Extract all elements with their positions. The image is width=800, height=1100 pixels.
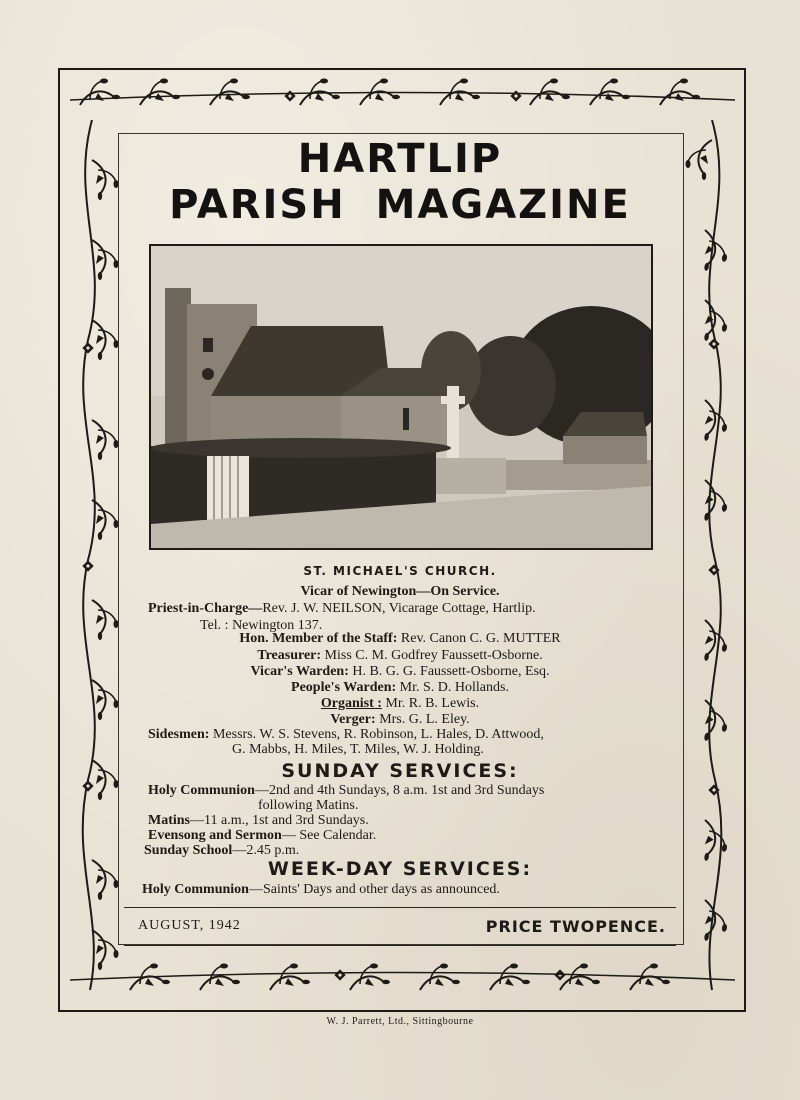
footer-rule-bottom [124,945,676,946]
priest-line [148,601,536,617]
weekday-hc-label: Holy Communion [142,882,249,897]
sunday-school-label: Sunday School [144,843,233,858]
priest-value: Rev. J. W. NEILSON, Vicarage Cottage, Hartlip. [262,601,536,616]
evensong-value: — See Calendar. [281,828,377,843]
hon-label: Hon. Member of the Staff: [239,631,398,646]
organist-line [0,696,800,712]
vicar-line: Vicar of Newington—On Service. [300,584,500,599]
sidesmen-label: Sidesmen: [148,727,210,742]
hon-value: Rev. Canon C. G. MUTTER [397,631,561,646]
matins-label: Matins [148,813,190,828]
sunday-services-heading: SUNDAY SERVICES: [281,760,519,782]
verger-line [0,712,800,728]
evensong-label: Evensong and Sermon [148,828,282,843]
sidesmen-line2: G. Mabbs, H. Miles, T. Miles, W. J. Holding. [232,742,484,757]
weekday-hc-value: —Saints' Days and other days as announced. [248,882,500,897]
sidesmen-value1: Messrs. W. S. Stevens, R. Robinson, L. Hales, D. Attwood, [209,727,544,742]
issue-date: AUGUST, 1942 [138,918,241,933]
church-image [151,246,651,548]
sunday-hc-line2: following Matins. [258,798,359,813]
evensong-line [148,828,376,844]
treasurer-value: Miss C. M. Godfrey Faussett-Osborne. [321,648,543,663]
sunday-hc-label: Holy Communion [148,783,255,798]
matins-line [148,813,369,829]
matins-value: —11 a.m., 1st and 3rd Sundays. [190,813,369,828]
church-photograph [149,244,653,550]
treasurer-line [0,648,800,664]
sunday-school-line [144,843,299,859]
vicars-warden-line [0,664,800,680]
magazine-title-line1: HARTLIP [297,136,503,182]
sunday-hc-value: —2nd and 4th Sundays, 8 a.m. 1st and 3rd Sundays [254,783,545,798]
priest-label: Priest-in-Charge— [148,601,263,616]
treasurer-label: Treasurer: [257,648,322,663]
organist-value: Mr. R. B. Lewis. [381,696,480,711]
photo-caption: ST. MICHAEL'S CHURCH. [303,564,497,578]
peoples-warden-label: People's Warden: [291,680,397,695]
sidesmen-line [148,727,544,743]
peoples-warden-value: Mr. S. D. Hollands. [396,680,509,695]
weekday-services-heading: WEEK-DAY SERVICES: [267,858,533,880]
verger-value: Mrs. G. L. Eley. [375,712,470,727]
tel-line: Tel. : Newington 137. [200,618,323,633]
organist-label: Organist : [320,696,382,711]
sunday-school-value: —2.45 p.m. [232,843,300,858]
magazine-title-line2: PARISH MAGAZINE [169,182,631,228]
vicars-warden-label: Vicar's Warden: [250,664,349,679]
price-label: PRICE TWOPENCE. [485,917,666,936]
peoples-warden-line [0,680,800,696]
verger-label: Verger: [330,712,376,727]
hon-member-line [0,631,800,647]
vicars-warden-value: H. B. G. G. Faussett-Osborne, Esq. [348,664,550,679]
footer-rule-top [124,907,676,908]
printer-credit: W. J. Parrett, Ltd., Sittingbourne [326,1016,474,1027]
sunday-holy-communion-line [148,783,544,799]
weekday-holy-communion-line [142,882,500,898]
